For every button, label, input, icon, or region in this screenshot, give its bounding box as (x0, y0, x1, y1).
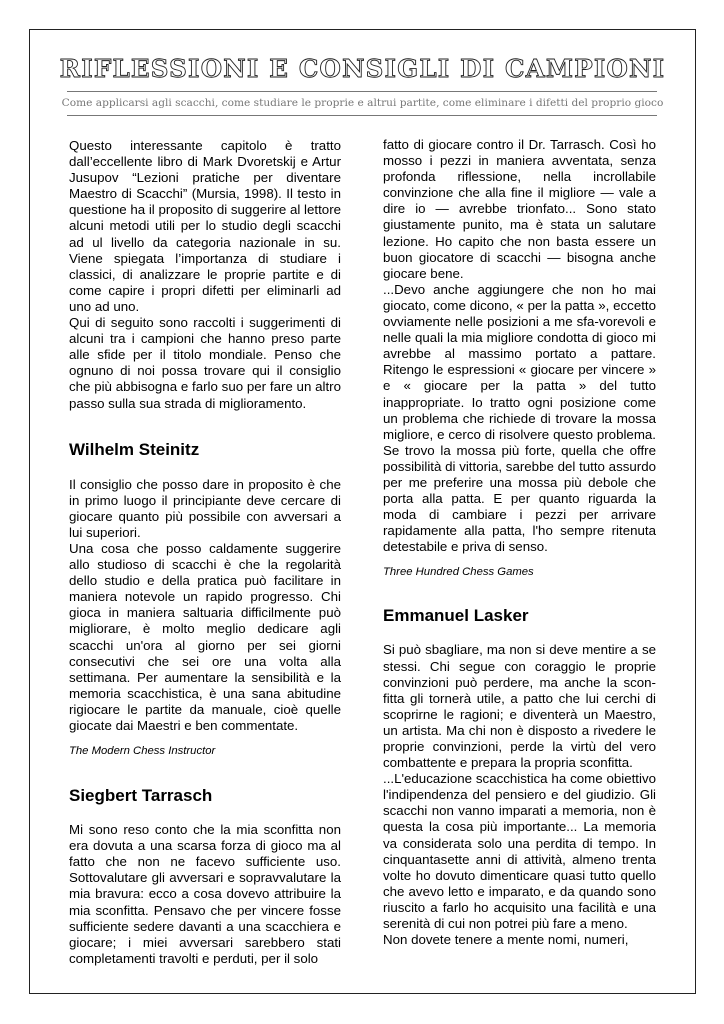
lasker-paragraph: ...L'educazione scacchistica ha come obiettivo l'indipendenza del pensiero e del giudizio. Gli scacchi non vanno imparati a memoria, non è questa la cosa più importante... La memoria va considerata solo una perdita di tempo. In cinquantasette anni di attività, almeno trenta volte ho dovuto dimenticare quasi tutto quello che avevo letto e imparato, e da quando sono riuscito a farlo ho acquisito una facilità e una serenità di cui non potrei più fare a meno. (383, 771, 656, 932)
section-heading-tarrasch: Siegbert Tarrasch (69, 786, 213, 806)
section-heading-steinitz: Wilhelm Steinitz (69, 439, 200, 459)
steinitz-source: The Modern Chess Instructor (69, 745, 216, 758)
tarrasch-paragraph: Mi sono reso conto che la mia sconfitta non era dovuta a una scarsa forza di gioco ma al fatto che non ne facevo sufficiente uso. Sottovalutare gli avversari e sopravvalutare la mia bravura: ecco a cosa dovevo attribuire la mia sconfitta. Pensavo che per vincere fosse sufficiente sedere davanti a una scacchiera e giocare; i miei avversari sarebbero stati completamenti travolti e perduti, per il solo (69, 822, 341, 966)
tarrasch-source: Three Hundred Chess Games (383, 566, 534, 579)
tarrasch-paragraph: fatto di giocare contro il Dr. Tarrasch. Così ho mosso i pezzi in maniera avventata, senza profonda riflessione, nella incrollabile convinzione che alla fine il migliore — vale a dire io — avrebbe trionfato... Sono stato giustamente punito, ma è stata un salutare lezione. Ho capito che non basta essere un buon giocatore di scacchi — bisogna anche giocare bene. (383, 137, 656, 281)
intro-paragraph: Questo interessante capitolo è tratto dall’eccellente libro di Mark Dvoretskij e Artur Jusupov “Lezioni pratiche per diventare Maestro di Scacchi” (Mursia, 1998). Il testo in questione ha il proposito di suggerire al lettore alcuni metodi utili per lo studio degli scacchi ad ul livello da categoria nazionale in su. Viene spiegata l’importanza di studiare i classici, di analizzare le proprie partite e di come capire i propri difetti per eliminarli ad uno ad uno. (69, 138, 342, 314)
tarrasch-paragraph: ...Devo anche aggiungere che non ho mai giocato, come dicono, « per la patta », eccetto ovviamente nelle posizioni a me sfa-vorevoli e nelle quali la mia migliore condotta di gioco mi avrebbe al massimo portato a pattare. Ritengo le espressioni « giocare per vincere » e « giocare per la patta » del tutto inappropriate. Io tratto ogni posizione come un problema che richiede di trovare la mossa migliore, e cerco di risolvere questo problema. Se trovo la mossa più forte, quella che offre possibilità di vittoria, sarebbe del tutto assurdo per me preferire una mossa più debole che porta alla patta. E per quanto riguarda la moda di cambiare i pezzi per arrivare rapidamente alla patta, l'ho sempre ritenuta detestabile e priva di senso. (383, 281, 656, 555)
page-subtitle: Come applicarsi agli scacchi, come studiare le proprie e altrui partite, come eliminare i difetti del proprio gioco (61, 97, 664, 109)
title-rule-bottom (67, 115, 657, 116)
lasker-paragraph: Si può sbagliare, ma non si deve mentire a se stessi. Chi segue con coraggio le proprie convinzioni può perdere, ma anche la scon-fitta gli tornerà utile, a patto che lui cerchi di scoprirne le ragioni; e diventerà un Maestro, un artista. Ma chi non è disposto a rivedere le proprie convinzioni, perde la virtù del vero combattente e prepara la propria sconfitta. (383, 642, 656, 771)
right-column (383, 137, 656, 948)
steinitz-paragraph: Il consiglio che posso dare in proposito è che in primo luogo il principiante deve cercare di giocare quanto più possibile con avversari a lui superiori. (69, 476, 341, 540)
left-column (69, 138, 341, 967)
section-heading-lasker: Emmanuel Lasker (383, 606, 529, 626)
page-title: RIFLESSIONI E CONSIGLI DI CAMPIONI (59, 54, 666, 83)
steinitz-paragraph: Una cosa che posso caldamente suggerire allo studioso di scacchi è che la regolarità dello studio e della pratica può facilitare in maniera notevole un rapido progresso. Chi gioca in maniera saltuaria difficilmente può migliorare, è molto meglio dedicare agli scacchi un'ora al giorno per sei giorni consecutivi che sei ore una volta alla settimana. Per aumentare la sensibilità e la memoria scacchistica, è una sana abitudine rigiocare le partite da manuale, cioè quelle giocate dai Maestri e ben commentate. (69, 540, 341, 733)
intro-paragraph: Qui di seguito sono raccolti i suggerimenti di alcuni tra i campioni che hanno preso parte alle sfide per il titolo mondiale. Penso che ognuno di noi possa trovare qui il consiglio che più abbisogna e farlo suo per fare un altro passo sulla sua strada di miglioramento. (69, 315, 341, 411)
title-rule-top (67, 91, 657, 92)
lasker-paragraph: Non dovete tenere a mente nomi, numeri, (383, 932, 629, 948)
